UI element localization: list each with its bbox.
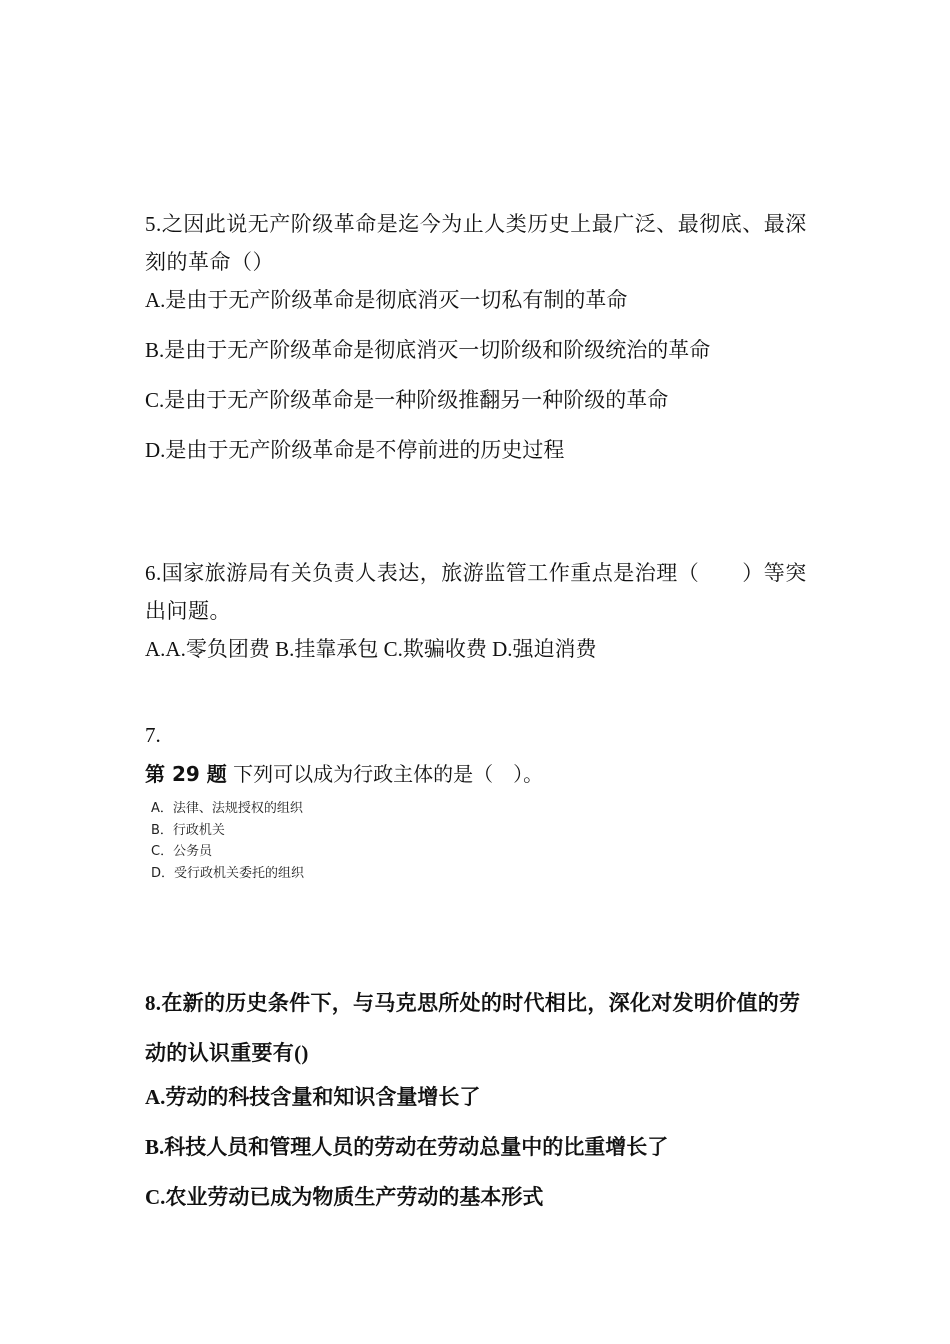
question-8-stem: 8.在新的历史条件下，与马克思所处的时代相比，深化对发明价值的劳动的认识重要有() bbox=[145, 991, 801, 1065]
question-7-stem: 下列可以成为行政主体的是（ ）。 bbox=[233, 762, 544, 786]
question-5-option-c: C.是由于无产阶级革命是一种阶级推翻另一种阶级的革命 bbox=[145, 388, 669, 412]
question-6-stem: 6.国家旅游局有关负责人表达，旅游监管工作重点是治理（ ）等突出问题。 bbox=[145, 561, 807, 623]
question-8-option-a: A.劳动的科技含量和知识含量增长了 bbox=[145, 1085, 481, 1109]
question-7-option-c: C．公务员 bbox=[151, 844, 213, 859]
question-7-option-b: B．行政机关 bbox=[151, 823, 225, 838]
question-7-option-d: D．受行政机关委托的组织 bbox=[151, 866, 305, 881]
question-8-option-c: C.农业劳动已成为物质生产劳动的基本形式 bbox=[145, 1185, 544, 1209]
question-8 bbox=[145, 978, 810, 1209]
question-7-option-a: A．法律、法规授权的组织 bbox=[151, 801, 303, 816]
question-5 bbox=[145, 205, 810, 462]
question-8-option-b: B.科技人员和管理人员的劳动在劳动总量中的比重增长了 bbox=[145, 1135, 669, 1159]
question-5-option-b: B.是由于无产阶级革命是彻底消灭一切阶级和阶级统治的革命 bbox=[145, 338, 711, 362]
question-5-option-d: D.是由于无产阶级革命是不停前进的历史过程 bbox=[145, 438, 565, 462]
question-5-option-a: A.是由于无产阶级革命是彻底消灭一切私有制的革命 bbox=[145, 288, 628, 312]
question-7-number: 7. bbox=[145, 723, 161, 747]
question-6-options: A.A.零负团费 B.挂靠承包 C.欺骗收费 D.强迫消费 bbox=[145, 637, 597, 661]
question-7-stem-prefix: 第 29 题 bbox=[145, 762, 227, 786]
question-7-stem-line bbox=[145, 760, 543, 788]
question-7 bbox=[145, 720, 810, 881]
question-6 bbox=[145, 554, 810, 661]
question-5-stem: 5.之因此说无产阶级革命是迄今为止人类历史上最广泛、最彻底、最深刻的革命（） bbox=[145, 212, 807, 274]
